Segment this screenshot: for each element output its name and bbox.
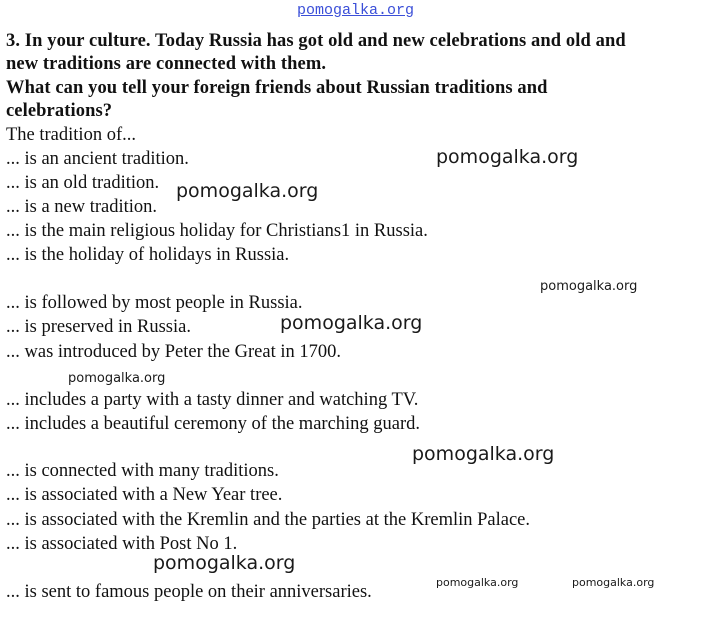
phrase-line: ... was introduced by Peter the Great in 1700. bbox=[6, 342, 341, 362]
watermark: pomogalka.org bbox=[280, 312, 423, 334]
task-question-line-1: What can you tell your foreign friends about Russian traditions and bbox=[6, 78, 548, 98]
phrase-line: ... includes a party with a tasty dinner and watching TV. bbox=[6, 390, 419, 410]
watermark: pomogalka.org bbox=[412, 443, 555, 465]
phrase-line: ... is connected with many traditions. bbox=[6, 461, 279, 481]
phrase-line: ... is an old tradition. bbox=[6, 173, 160, 193]
watermark: pomogalka.org bbox=[540, 279, 638, 294]
watermark: pomogalka.org bbox=[436, 146, 579, 168]
phrase-line: ... is associated with the Kremlin and the parties at the Kremlin Palace. bbox=[6, 510, 531, 530]
watermark: pomogalka.org bbox=[68, 371, 166, 386]
task-question-line-2: celebrations? bbox=[6, 101, 113, 121]
phrase-line: ... is a new tradition. bbox=[6, 197, 158, 217]
phrase-line: ... is an ancient tradition. bbox=[6, 149, 189, 169]
task-heading-line-2: new traditions are connected with them. bbox=[6, 54, 327, 74]
watermark: pomogalka.org bbox=[436, 576, 519, 589]
phrase-line: ... includes a beautiful ceremony of the marching guard. bbox=[6, 414, 421, 434]
phrase-line: ... is preserved in Russia. bbox=[6, 317, 191, 337]
header-watermark[interactable]: pomogalka.org bbox=[297, 2, 415, 19]
phrase-line: ... is sent to famous people on their anniversaries. bbox=[6, 582, 372, 602]
phrase-line: ... is the holiday of holidays in Russia. bbox=[6, 245, 290, 265]
watermark: pomogalka.org bbox=[572, 576, 655, 589]
phrase-line: ... is associated with Post No 1. bbox=[6, 534, 238, 554]
watermark: pomogalka.org bbox=[153, 552, 296, 574]
watermark: pomogalka.org bbox=[176, 180, 319, 202]
phrase-line: ... is the main religious holiday for Christians1 in Russia. bbox=[6, 221, 428, 241]
phrase-line: ... is associated with a New Year tree. bbox=[6, 485, 283, 505]
task-heading-line-1: 3. In your culture. Today Russia has got old and new celebrations and old and bbox=[6, 31, 626, 51]
intro-line: The tradition of... bbox=[6, 125, 136, 145]
phrase-line: ... is followed by most people in Russia. bbox=[6, 293, 303, 313]
